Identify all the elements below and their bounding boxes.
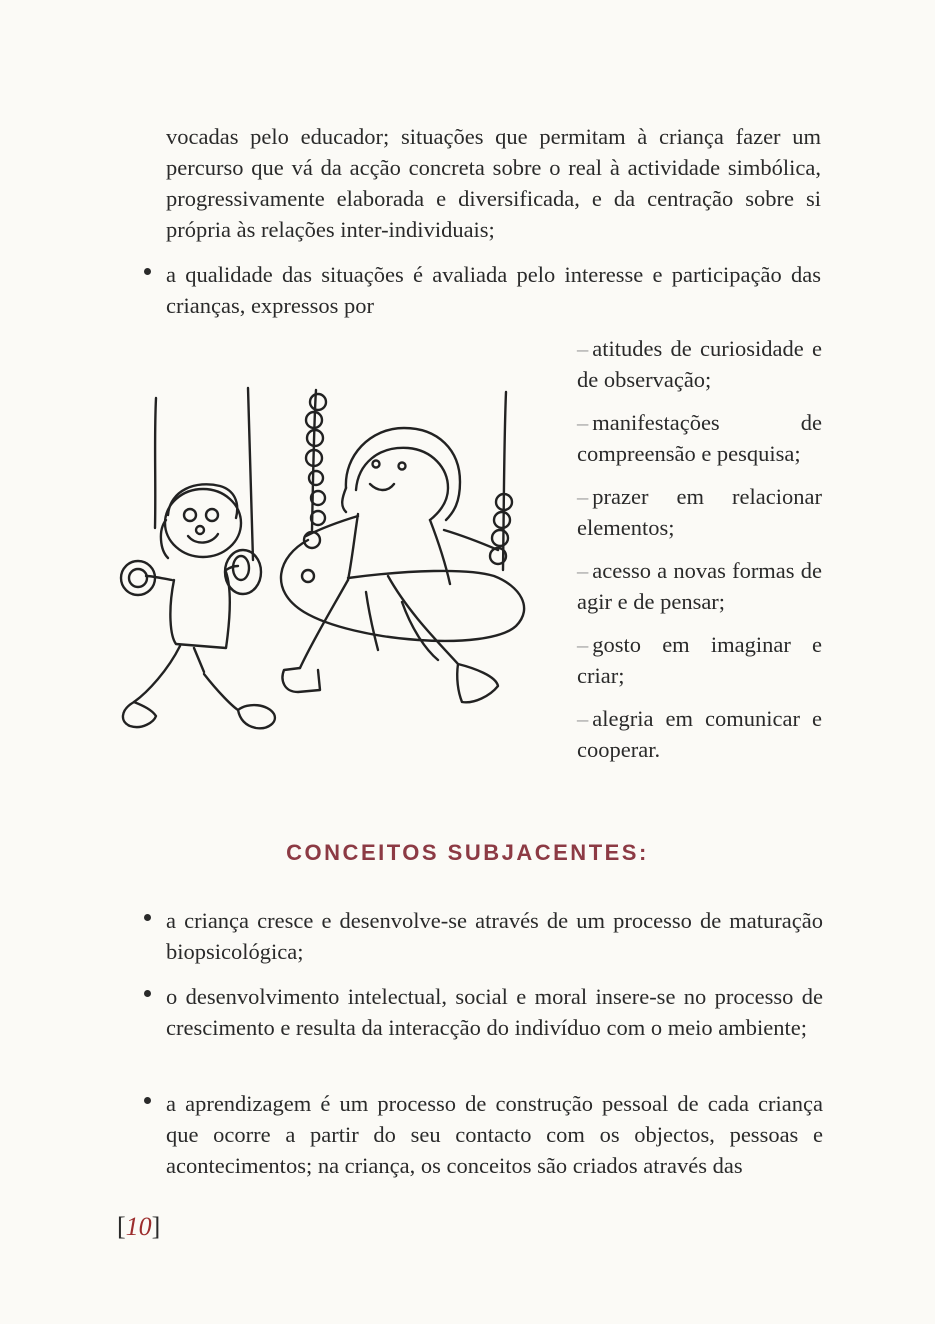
expressions-list bbox=[577, 333, 822, 777]
bullet-icon bbox=[144, 914, 151, 921]
page-number: [10] bbox=[117, 1212, 161, 1241]
expression-item: – alegria em comunicar e cooperar. bbox=[577, 706, 822, 762]
left-swing-rope-2 bbox=[248, 388, 253, 560]
concept-item: a aprendizagem é um processo de construção pessoal de cada criança que ocorre a partir do seu contacto com os objectos, pessoas e acontecimentos; na criança, os conceitos são criados através das bbox=[166, 1091, 823, 1178]
section-heading: CONCEITOS SUBJACENTES: bbox=[286, 840, 649, 865]
intro-continuation: vocadas pelo educador; situações que permitam à criança fazer um percurso que vá da acção concreta sobre o real à actividade simbólica, progressivamente elaborada e diversificada, e da centração sobre si própria às relações inter-individuais; bbox=[166, 124, 821, 242]
concept-item: o desenvolvimento intelectual, social e moral insere-se no processo de crescimento e resulta da interacção do indivíduo com o meio ambiente; bbox=[166, 984, 823, 1040]
concept-item: a criança cresce e desenvolve-se através de um processo de maturação biopsicológica; bbox=[166, 908, 823, 964]
bullet-icon bbox=[144, 990, 151, 997]
expression-item: – atitudes de curiosidade e de observação; bbox=[577, 336, 822, 392]
expression-item: – gosto em imaginar e criar; bbox=[577, 632, 822, 688]
left-swing-rope bbox=[155, 398, 156, 528]
expression-item: – manifestações de compreensão e pesquisa; bbox=[577, 410, 822, 466]
quality-bullet-text: a qualidade das situações é avaliada pelo interesse e participação das crianças, expressos por bbox=[166, 262, 821, 318]
expression-item: – acesso a novas formas de agir e de pensar; bbox=[577, 558, 822, 614]
child-drawing-illustration bbox=[108, 380, 528, 750]
bullet-icon bbox=[144, 268, 151, 275]
bullet-icon bbox=[144, 1097, 151, 1104]
expression-item: – prazer em relacionar elementos; bbox=[577, 484, 822, 540]
